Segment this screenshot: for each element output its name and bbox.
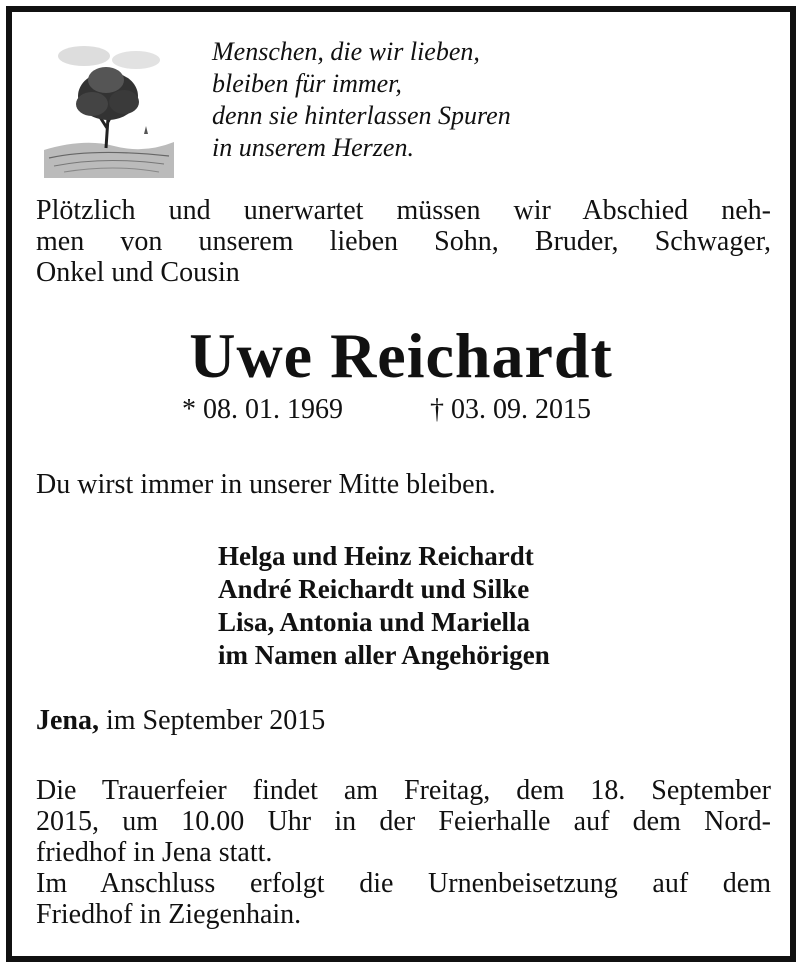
place: Jena, <box>36 705 99 736</box>
signer-line: André Reichardt und Silke <box>218 574 530 604</box>
motto-line: denn sie hinterlassen Spuren <box>212 101 511 130</box>
obituary-notice <box>6 6 796 962</box>
intro-line: men von unserem lieben Sohn, Bruder, Schwager, <box>36 226 771 257</box>
deceased-name: Uwe Reichardt <box>189 320 613 391</box>
date: im September 2015 <box>99 705 326 736</box>
intro-line: Onkel und Cousin <box>36 257 240 288</box>
birth-date: * 08. 01. 1969 <box>182 394 343 425</box>
motto-line: Menschen, die wir lieben, <box>212 37 480 66</box>
motto-line: in unserem Herzen. <box>212 133 414 162</box>
motto-line: bleiben für immer, <box>212 69 402 98</box>
signer-line: Helga und Heinz Reichardt <box>218 541 534 571</box>
death-date: † 03. 09. 2015 <box>430 394 591 425</box>
funeral-line: 2015, um 10.00 Uhr in der Feierhalle auf dem Nord- <box>36 806 771 837</box>
signer-line: im Namen aller Angehörigen <box>218 640 550 670</box>
signer-line: Lisa, Antonia und Mariella <box>218 607 531 637</box>
funeral-line: friedhof in Jena statt. <box>36 837 273 868</box>
funeral-line: Friedhof in Ziegenhain. <box>36 899 302 930</box>
tree-illustration <box>44 38 174 178</box>
funeral-line: Im Anschluss erfolgt die Urnenbeisetzung auf dem <box>36 868 771 899</box>
place-date <box>36 706 325 736</box>
remembrance-line: Du wirst immer in unserer Mitte bleiben. <box>36 469 496 500</box>
funeral-line: Die Trauerfeier findet am Freitag, dem 18. September <box>36 775 771 806</box>
intro-line: Plötzlich und unerwartet müssen wir Abschied neh- <box>36 195 771 226</box>
